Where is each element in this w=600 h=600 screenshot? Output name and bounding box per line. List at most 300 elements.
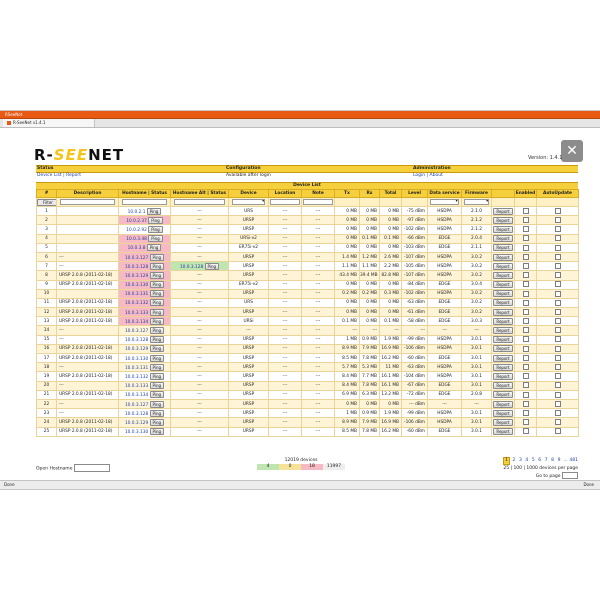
table-row[interactable]	[37, 317, 579, 326]
ping-button[interactable]: Ping	[150, 391, 165, 398]
table-row[interactable]	[37, 234, 579, 243]
page-links	[482, 457, 578, 465]
row-note: ---	[302, 207, 335, 216]
hostname-alt-cell: ---	[171, 381, 229, 390]
hostname-link[interactable]: 10.0.3.127	[124, 329, 149, 335]
enabled-cell	[515, 216, 537, 225]
report-button[interactable]: Report	[493, 254, 512, 261]
autoupdate-checkbox[interactable]	[555, 254, 561, 260]
location-filter-input[interactable]	[270, 199, 300, 205]
hostname-alt-cell: ---	[171, 271, 229, 280]
row-level: -72 dBm	[402, 390, 428, 399]
per-page-options[interactable]: 25 | 100 | 1000 devices per page	[503, 466, 578, 471]
row-firmware: 2.1.2	[462, 225, 492, 234]
autoupdate-checkbox[interactable]	[555, 373, 561, 379]
report-button[interactable]: Report	[493, 336, 512, 343]
enabled-checkbox[interactable]	[523, 392, 529, 398]
ping-button[interactable]: Ping	[150, 299, 165, 306]
enabled-checkbox[interactable]	[523, 428, 529, 434]
table-row[interactable]	[37, 308, 579, 317]
enabled-checkbox[interactable]	[523, 318, 529, 324]
row-level: -75 dBm	[402, 207, 428, 216]
enabled-checkbox[interactable]	[523, 346, 529, 352]
autoupdate-checkbox[interactable]	[555, 327, 561, 333]
row-tx: 0 MB	[335, 216, 360, 225]
ping-button[interactable]: Ping	[150, 428, 165, 435]
row-level: -58 dBm	[402, 317, 428, 326]
page-link[interactable]: 481	[569, 458, 578, 463]
report-button[interactable]: Report	[493, 235, 512, 242]
hostname-cell	[119, 372, 171, 381]
row-location: ---	[269, 418, 302, 427]
autoupdate-checkbox[interactable]	[555, 401, 561, 407]
autoupdate-checkbox[interactable]	[555, 355, 561, 361]
ping-button[interactable]: Ping	[150, 318, 165, 325]
table-row[interactable]	[37, 418, 579, 427]
data-service-filter-select[interactable]	[430, 199, 458, 205]
row-location: ---	[269, 399, 302, 408]
table-row[interactable]	[37, 289, 579, 298]
autoupdate-cell	[537, 298, 579, 307]
ping-button[interactable]: Ping	[150, 410, 165, 417]
ping-button[interactable]: Ping	[150, 272, 165, 279]
hostname-link[interactable]: 10.0.3.129	[124, 273, 149, 279]
column-header[interactable]: Rx	[360, 190, 380, 198]
row-location: ---	[269, 390, 302, 399]
enabled-checkbox[interactable]	[523, 272, 529, 278]
report-cell	[492, 216, 515, 225]
row-location: ---	[269, 234, 302, 243]
hostname-link[interactable]: 10.0.3.133	[124, 384, 149, 390]
column-header[interactable]: Note	[302, 190, 335, 198]
autoupdate-checkbox[interactable]	[555, 208, 561, 214]
ping-button[interactable]: Ping	[205, 263, 220, 270]
hostname-link[interactable]: 10.0.3.130	[124, 430, 149, 436]
hostname-link[interactable]: 10.0.3.130	[124, 356, 149, 362]
page-link[interactable]: 9	[557, 458, 561, 463]
row-description	[57, 289, 119, 298]
report-cell	[492, 317, 515, 326]
row-tx: ---	[335, 326, 360, 335]
page-link[interactable]: 2	[512, 458, 516, 463]
autoupdate-checkbox[interactable]	[555, 263, 561, 269]
row-location: ---	[269, 335, 302, 344]
autoupdate-checkbox[interactable]	[555, 364, 561, 370]
hostname-filter-input[interactable]	[122, 199, 168, 205]
table-row[interactable]	[37, 409, 579, 418]
row-total: 0.3 MB	[380, 289, 402, 298]
row-number: 25	[37, 427, 57, 436]
autoupdate-checkbox[interactable]	[555, 419, 561, 425]
hostname-link[interactable]: 10.0.3.134	[124, 319, 149, 325]
page-link[interactable]: ...	[563, 458, 568, 463]
hostname-alt-link[interactable]: 10.0.3.128	[179, 264, 204, 270]
enabled-cell	[515, 363, 537, 372]
report-cell	[492, 280, 515, 289]
ping-button[interactable]: Ping	[147, 208, 162, 215]
description-filter-input[interactable]	[60, 199, 114, 205]
row-rx: 0 MB	[360, 280, 380, 289]
report-button[interactable]: Report	[493, 373, 512, 380]
filter-button[interactable]: Filter	[37, 199, 57, 206]
report-button[interactable]: Report	[493, 263, 512, 270]
report-button[interactable]: Report	[493, 281, 512, 288]
report-button[interactable]: Report	[493, 410, 512, 417]
go-to-page-input[interactable]	[562, 472, 578, 479]
row-firmware: 3.0.1	[462, 335, 492, 344]
table-row[interactable]	[37, 344, 579, 353]
autoupdate-checkbox[interactable]	[555, 318, 561, 324]
table-row[interactable]	[37, 298, 579, 307]
row-firmware: 3.0.3	[462, 317, 492, 326]
row-number: 19	[37, 372, 57, 381]
ping-button[interactable]: Ping	[150, 327, 165, 334]
table-row[interactable]	[37, 280, 579, 289]
row-total: 0 MB	[380, 308, 402, 317]
report-cell	[492, 298, 515, 307]
table-row[interactable]	[37, 390, 579, 399]
page-link[interactable]: 1	[503, 457, 510, 465]
enabled-checkbox[interactable]	[523, 235, 529, 241]
report-button[interactable]: Report	[493, 244, 512, 251]
row-location: ---	[269, 262, 302, 271]
row-note: ---	[302, 216, 335, 225]
report-cell	[492, 409, 515, 418]
report-cell	[492, 427, 515, 436]
table-row[interactable]	[37, 243, 579, 252]
close-icon[interactable]: ✕	[561, 140, 583, 162]
hostname-link[interactable]: 10.0.2.1	[127, 209, 146, 215]
table-row[interactable]	[37, 326, 579, 335]
hostname-link[interactable]: 10.0.3.130	[124, 283, 149, 289]
page-link[interactable]: 8	[551, 458, 555, 463]
enabled-checkbox[interactable]	[523, 291, 529, 297]
row-firmware: 3.0.1	[462, 409, 492, 418]
row-rx: 0 MB	[360, 216, 380, 225]
table-row[interactable]	[37, 207, 579, 216]
report-link[interactable]: Report	[66, 173, 82, 178]
column-header[interactable]: Firmware	[462, 190, 492, 198]
report-cell	[492, 243, 515, 252]
hostname-link[interactable]: 10.0.3.133	[124, 310, 149, 316]
note-filter-input[interactable]	[303, 199, 333, 205]
enabled-checkbox[interactable]	[523, 208, 529, 214]
filter-button-cell	[37, 198, 57, 207]
table-row[interactable]	[37, 363, 579, 372]
ping-button[interactable]: Ping	[148, 235, 163, 242]
ping-button[interactable]: Ping	[147, 244, 162, 251]
table-row[interactable]	[37, 271, 579, 280]
report-button[interactable]: Report	[493, 428, 512, 435]
autoupdate-checkbox[interactable]	[555, 300, 561, 306]
column-header[interactable]: #	[37, 190, 57, 198]
row-total: 16.9 MB	[380, 418, 402, 427]
table-row[interactable]	[37, 399, 579, 408]
table-row[interactable]	[37, 216, 579, 225]
ping-button[interactable]: Ping	[150, 263, 165, 270]
row-location: ---	[269, 225, 302, 234]
row-level: -63 dBm	[402, 363, 428, 372]
firmware-filter-select[interactable]	[464, 199, 489, 205]
row-number: 2	[37, 216, 57, 225]
row-firmware: 3.0.1	[462, 354, 492, 363]
enabled-cell	[515, 344, 537, 353]
enabled-checkbox[interactable]	[523, 364, 529, 370]
device-filter-select[interactable]	[232, 199, 265, 205]
report-button[interactable]: Report	[493, 355, 512, 362]
enabled-checkbox[interactable]	[523, 309, 529, 315]
ping-button[interactable]: Ping	[150, 290, 165, 297]
hostname-link[interactable]: 10.0.2.37	[126, 218, 147, 224]
enabled-checkbox[interactable]	[523, 419, 529, 425]
enabled-checkbox[interactable]	[523, 373, 529, 379]
table-row[interactable]	[37, 225, 579, 234]
row-description	[57, 216, 119, 225]
row-description: URSP 2.0.8 (2011-02-18)	[57, 317, 119, 326]
hostname-link[interactable]: 10.0.3.128	[124, 264, 149, 270]
logo-part-2: SEE	[53, 146, 89, 164]
report-cell	[492, 207, 515, 216]
ping-button[interactable]: Ping	[150, 254, 165, 261]
row-tx: 8.9 MB	[335, 344, 360, 353]
row-number: 13	[37, 317, 57, 326]
row-note: ---	[302, 344, 335, 353]
report-button[interactable]: Report	[493, 318, 512, 325]
hostname-link[interactable]: 10.0.3.128	[124, 411, 149, 417]
row-level: -107 dBm	[402, 271, 428, 280]
row-total: 0 MB	[380, 399, 402, 408]
row-rx: 0 MB	[360, 298, 380, 307]
autoupdate-checkbox[interactable]	[555, 245, 561, 251]
report-button[interactable]: Report	[493, 309, 512, 316]
row-location: ---	[269, 372, 302, 381]
enabled-checkbox[interactable]	[523, 254, 529, 260]
open-hostname	[36, 464, 110, 472]
column-header[interactable]: Enabled	[515, 191, 536, 196]
table-row[interactable]	[37, 427, 579, 436]
column-header[interactable]: Level	[402, 190, 428, 198]
column-header[interactable]: Hostname Alt | Status	[171, 190, 229, 198]
ping-button[interactable]: Ping	[150, 419, 165, 426]
autoupdate-checkbox[interactable]	[555, 226, 561, 232]
row-level: -107 dBm	[402, 252, 428, 261]
row-tx: 1.4 MB	[335, 252, 360, 261]
open-hostname-input[interactable]	[74, 464, 110, 472]
table-row[interactable]	[37, 262, 579, 271]
autoupdate-cell	[537, 207, 579, 216]
enabled-checkbox[interactable]	[523, 245, 529, 251]
row-level: -97 dBm	[402, 216, 428, 225]
row-rx: 0.9 MB	[360, 409, 380, 418]
page-link[interactable]: 5	[531, 458, 535, 463]
hostname-cell	[119, 354, 171, 363]
row-level: -106 dBm	[402, 344, 428, 353]
autoupdate-checkbox[interactable]	[555, 291, 561, 297]
row-level: -105 dBm	[402, 262, 428, 271]
hostname-alt-cell: ---	[171, 317, 229, 326]
autoupdate-checkbox[interactable]	[555, 346, 561, 352]
report-button[interactable]: Report	[493, 226, 512, 233]
hostname-alt-filter-input[interactable]	[174, 199, 225, 205]
hostname-link[interactable]: 10.0.2.92	[126, 227, 147, 233]
page-link[interactable]: 4	[525, 458, 529, 463]
enabled-checkbox[interactable]	[523, 327, 529, 333]
device-counts	[257, 458, 345, 470]
column-header[interactable]: AutoUpdate	[537, 190, 579, 198]
autoupdate-checkbox[interactable]	[555, 336, 561, 342]
ping-button[interactable]: Ping	[148, 226, 163, 233]
enabled-checkbox[interactable]	[523, 355, 529, 361]
table-row[interactable]	[37, 354, 579, 363]
report-button[interactable]: Report	[493, 290, 512, 297]
report-button[interactable]: Report	[493, 364, 512, 371]
table-row[interactable]	[37, 252, 579, 261]
enabled-checkbox[interactable]	[523, 281, 529, 287]
ping-button[interactable]: Ping	[150, 401, 165, 408]
browser-tab[interactable]	[3, 119, 95, 127]
report-button[interactable]: Report	[493, 391, 512, 398]
column-header[interactable]: Hostname | Status	[119, 190, 171, 198]
hostname-link[interactable]: 10.0.3.128	[124, 338, 149, 344]
about-link[interactable]: About	[429, 173, 443, 178]
report-button[interactable]: Report	[493, 272, 512, 279]
row-description: URSP 2.0.8 (2011-02-18)	[57, 427, 119, 436]
ping-button[interactable]: Ping	[150, 364, 165, 371]
enabled-checkbox[interactable]	[523, 226, 529, 232]
autoupdate-checkbox[interactable]	[555, 281, 561, 287]
report-button[interactable]: Report	[493, 382, 512, 389]
report-button[interactable]: Report	[493, 419, 512, 426]
report-cell	[492, 289, 515, 298]
enabled-cell	[515, 308, 537, 317]
menu-administration-title: Administration	[413, 166, 451, 171]
hostname-link[interactable]: 10.0.3.127	[124, 255, 149, 261]
table-row[interactable]	[37, 381, 579, 390]
autoupdate-checkbox[interactable]	[555, 410, 561, 416]
hostname-link[interactable]: 10.0.3.8	[127, 246, 146, 252]
pagination	[482, 457, 578, 479]
hostname-link[interactable]: 10.0.3.132	[124, 301, 149, 307]
autoupdate-cell	[537, 271, 579, 280]
enabled-cell	[515, 335, 537, 344]
autoupdate-checkbox[interactable]	[555, 272, 561, 278]
enabled-cell	[515, 354, 537, 363]
enabled-checkbox[interactable]	[523, 300, 529, 306]
report-button[interactable]: Report	[493, 401, 512, 408]
autoupdate-checkbox[interactable]	[555, 392, 561, 398]
page-content	[0, 127, 600, 479]
column-header[interactable]	[492, 190, 515, 198]
hostname-link[interactable]: 10.0.3.127	[124, 402, 149, 408]
row-rx: ---	[360, 326, 380, 335]
ping-button[interactable]: Ping	[150, 382, 165, 389]
column-header[interactable]: Description	[57, 190, 119, 198]
enabled-checkbox[interactable]	[523, 401, 529, 407]
page-link[interactable]: 3	[518, 458, 522, 463]
row-data-service: EDGE	[428, 390, 462, 399]
ping-button[interactable]: Ping	[150, 336, 165, 343]
autoupdate-checkbox[interactable]	[555, 217, 561, 223]
row-tx: 0 MB	[335, 207, 360, 216]
row-location: ---	[269, 289, 302, 298]
column-header[interactable]: Location	[269, 190, 302, 198]
column-header[interactable]: Data service	[429, 191, 460, 196]
ping-button[interactable]: Ping	[150, 281, 165, 288]
hostname-link[interactable]: 10.0.3.132	[124, 374, 149, 380]
autoupdate-checkbox[interactable]	[555, 309, 561, 315]
hostname-alt-cell: ---	[171, 280, 229, 289]
ping-button[interactable]: Ping	[150, 373, 165, 380]
column-header[interactable]: Tx	[335, 190, 360, 198]
row-location: ---	[269, 427, 302, 436]
report-button[interactable]: Report	[493, 208, 512, 215]
hostname-link[interactable]: 10.0.3.129	[124, 347, 149, 353]
row-note: ---	[302, 243, 335, 252]
page-link[interactable]: 7	[544, 458, 548, 463]
page-link[interactable]: 6	[538, 458, 542, 463]
report-button[interactable]: Report	[493, 217, 512, 224]
hostname-link[interactable]: 10.0.3.129	[124, 420, 149, 426]
row-firmware: 3.0.1	[462, 427, 492, 436]
hostname-link[interactable]: 10.0.3.131	[124, 365, 149, 371]
hostname-cell	[119, 344, 171, 353]
hostname-link[interactable]: 10.0.3.48	[126, 237, 147, 243]
enabled-checkbox[interactable]	[523, 217, 529, 223]
column-header[interactable]: Device	[229, 190, 269, 198]
ping-button[interactable]: Ping	[150, 345, 165, 352]
ping-button[interactable]: Ping	[150, 355, 165, 362]
logo-part-3: NET	[88, 146, 125, 164]
report-button[interactable]: Report	[493, 327, 512, 334]
enabled-cell	[515, 418, 537, 427]
ping-button[interactable]: Ping	[148, 217, 163, 224]
enabled-cell	[515, 427, 537, 436]
table-row[interactable]	[37, 335, 579, 344]
hostname-alt-cell: ---	[171, 289, 229, 298]
report-button[interactable]: Report	[493, 299, 512, 306]
row-device: URSP	[229, 262, 269, 271]
row-number: 20	[37, 381, 57, 390]
row-device: URSP	[229, 354, 269, 363]
row-note: ---	[302, 363, 335, 372]
row-location: ---	[269, 308, 302, 317]
enabled-cell	[515, 381, 537, 390]
autoupdate-checkbox[interactable]	[555, 382, 561, 388]
enabled-checkbox[interactable]	[523, 410, 529, 416]
row-rx: 0 MB	[360, 225, 380, 234]
ping-button[interactable]: Ping	[150, 309, 165, 316]
row-firmware: 3.0.2	[462, 289, 492, 298]
row-level: -106 dBm	[402, 418, 428, 427]
table-row[interactable]	[37, 372, 579, 381]
login-link[interactable]: Login	[413, 173, 426, 178]
enabled-checkbox[interactable]	[523, 336, 529, 342]
column-header[interactable]: Total	[380, 190, 402, 198]
hostname-link[interactable]: 10.0.3.134	[124, 393, 149, 399]
hostname-cell	[119, 317, 171, 326]
main-menu	[36, 165, 578, 179]
hostname-link[interactable]: 10.0.3.131	[124, 292, 149, 298]
autoupdate-checkbox[interactable]	[555, 428, 561, 434]
report-button[interactable]: Report	[493, 345, 512, 352]
autoupdate-checkbox[interactable]	[555, 235, 561, 241]
row-data-service: EDGE	[428, 427, 462, 436]
go-to-page-label: Go to page	[535, 474, 561, 479]
device-list-link[interactable]: Device List	[37, 173, 62, 178]
enabled-checkbox[interactable]	[523, 382, 529, 388]
enabled-checkbox[interactable]	[523, 263, 529, 269]
row-note: ---	[302, 427, 335, 436]
